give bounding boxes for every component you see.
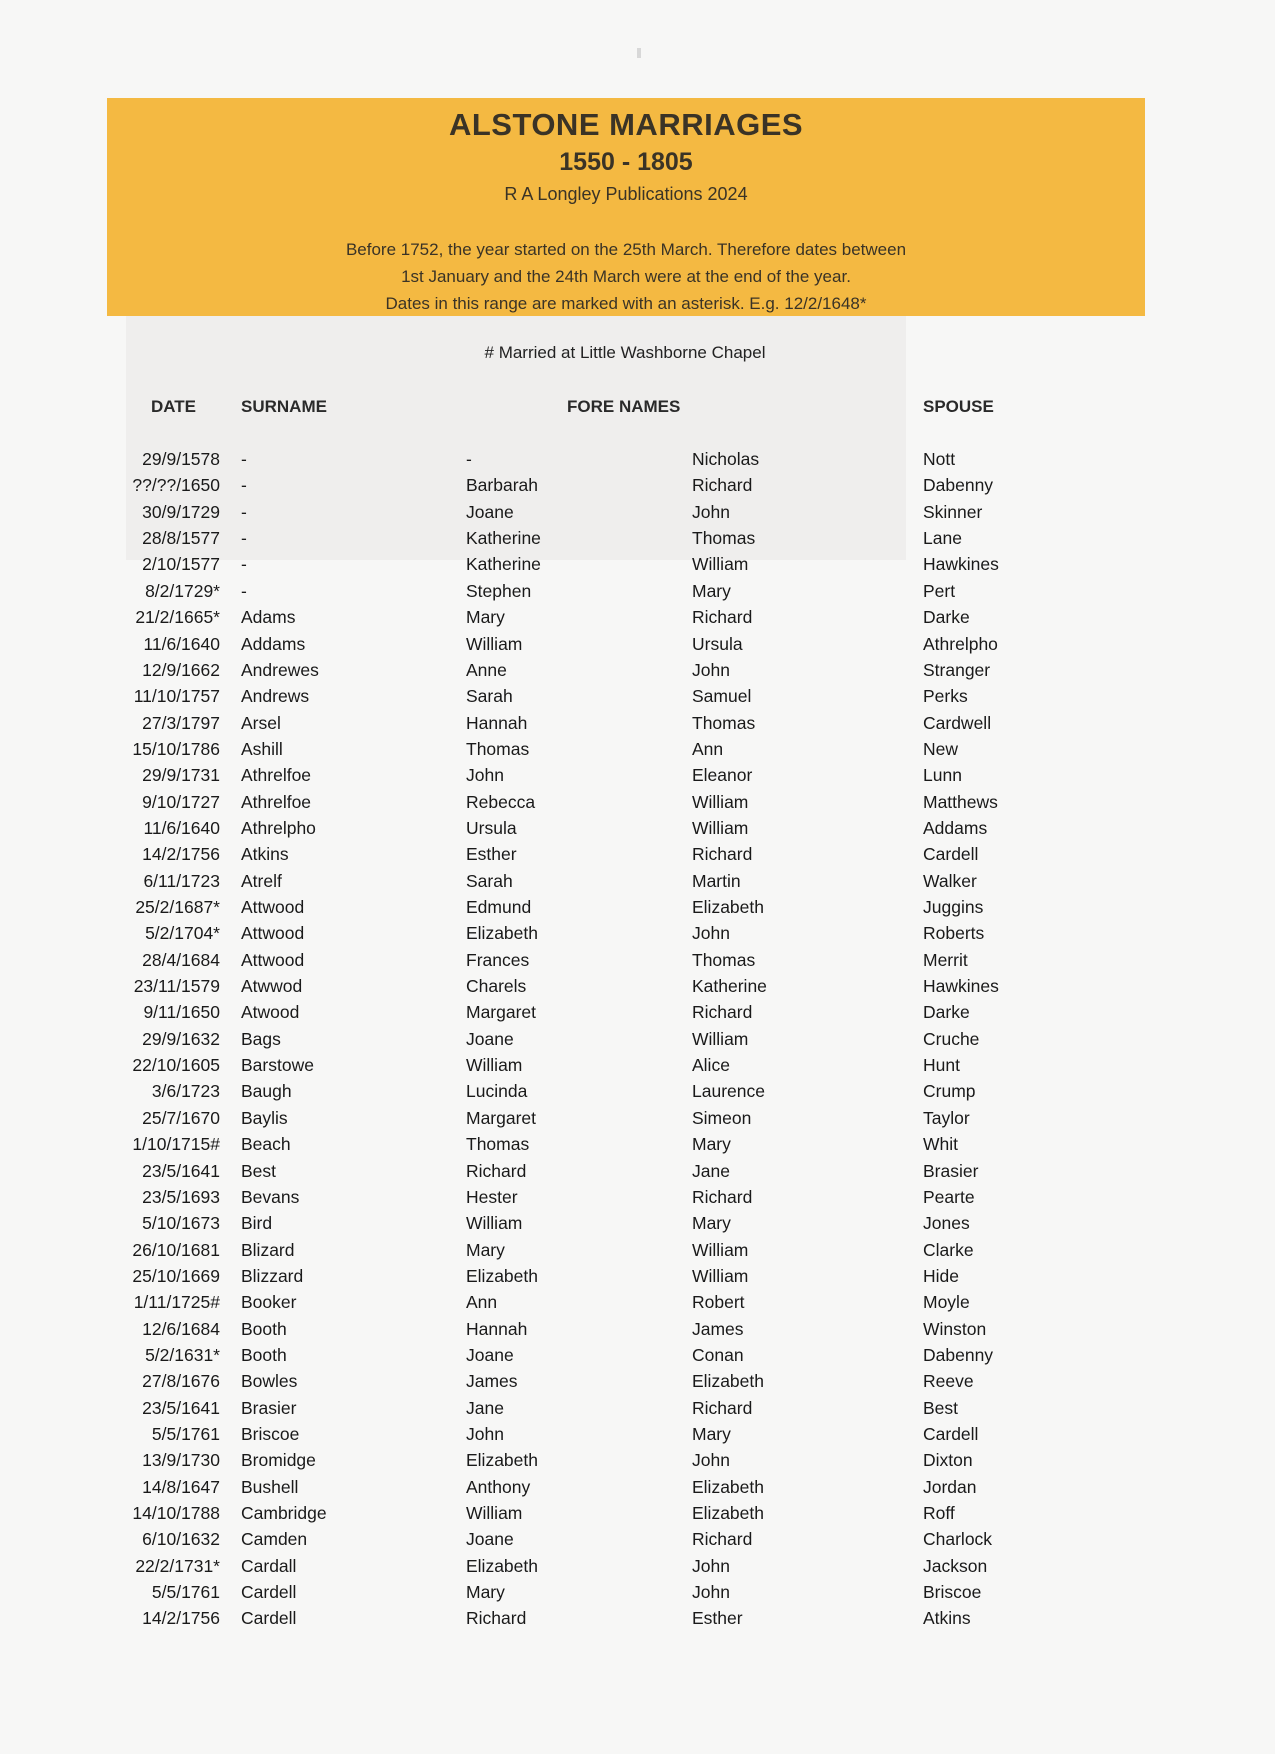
- spouse-surname-cell: Matthews: [923, 791, 998, 812]
- fore-name-cell: William: [466, 633, 523, 654]
- table-row: [0, 1450, 1275, 1476]
- surname-cell: Atkins: [241, 844, 289, 865]
- surname-cell: Athrelpho: [241, 817, 316, 838]
- table-row: [0, 765, 1275, 791]
- spouse-fore-name-cell: Richard: [692, 1529, 753, 1550]
- surname-cell: Bromidge: [241, 1450, 316, 1471]
- date-cell: 11/6/1640: [143, 817, 220, 838]
- spouse-surname-cell: Cardell: [923, 1424, 979, 1444]
- spouse-fore-name-cell: Elizabeth: [692, 897, 764, 917]
- spouse-fore-name-cell: Conan: [692, 1344, 744, 1365]
- surname-cell: Booth: [241, 1344, 287, 1365]
- fore-name-cell: Ann: [466, 1292, 498, 1313]
- fore-name-cell: Margaret: [466, 1107, 537, 1128]
- fore-name-cell: Frances: [466, 949, 530, 970]
- date-cell: 27/3/1797: [142, 712, 220, 733]
- table-row: [0, 554, 1275, 580]
- table-row: [0, 1240, 1275, 1266]
- table-row: [0, 1371, 1275, 1397]
- table-row: [0, 897, 1275, 923]
- date-cell: 25/2/1687*: [135, 897, 220, 917]
- spouse-surname-cell: New: [923, 738, 959, 759]
- surname-cell: Cambridge: [241, 1503, 327, 1523]
- spouse-surname-cell: Best: [923, 1397, 959, 1418]
- date-cell: 28/8/1577: [142, 528, 220, 548]
- date-cell: 14/8/1647: [142, 1476, 220, 1497]
- surname-cell: Camden: [241, 1529, 308, 1550]
- table-row: [0, 713, 1275, 739]
- spouse-surname-cell: Jackson: [923, 1555, 988, 1576]
- date-cell: 11/10/1757: [133, 686, 220, 707]
- spouse-fore-name-cell: Simeon: [692, 1107, 752, 1128]
- surname-cell: -: [241, 449, 247, 469]
- calendar-note-line-2: 1st January and the 24th March were at the end of the year.: [401, 267, 851, 286]
- fore-name-cell: Sarah: [466, 686, 513, 707]
- spouse-surname-cell: Pert: [923, 580, 956, 601]
- date-cell: 22/2/1731*: [135, 1555, 220, 1576]
- spouse-surname-cell: Moyle: [923, 1292, 970, 1313]
- column-header-date: DATE: [151, 397, 197, 416]
- spouse-surname-cell: Juggins: [923, 897, 984, 917]
- fore-name-cell: Charels: [466, 976, 527, 996]
- surname-cell: Athrelfoe: [241, 791, 312, 812]
- date-cell: 1/11/1725#: [133, 1292, 220, 1313]
- surname-cell: Adams: [241, 607, 296, 628]
- spouse-fore-name-cell: Martin: [692, 870, 741, 891]
- date-cell: 23/5/1693: [142, 1186, 220, 1207]
- calendar-note-line-3: Dates in this range are marked with an asterisk. E.g. 12/2/1648*: [385, 294, 867, 313]
- date-cell: 5/5/1761: [151, 1424, 220, 1444]
- fore-name-cell: Stephen: [466, 580, 532, 601]
- table-row: [0, 686, 1275, 712]
- fore-name-cell: Mary: [466, 1582, 505, 1602]
- table-row: [0, 1108, 1275, 1134]
- spouse-fore-name-cell: Richard: [692, 1186, 753, 1207]
- date-cell: 9/11/1650: [143, 1002, 220, 1023]
- fore-name-cell: Thomas: [466, 738, 530, 759]
- fore-name-cell: Katherine: [466, 554, 541, 575]
- fore-name-cell: Edmund: [466, 897, 532, 917]
- surname-cell: Cardell: [241, 1608, 297, 1629]
- table-row: [0, 1345, 1275, 1371]
- fore-name-cell: Richard: [466, 1608, 527, 1629]
- table-row: [0, 739, 1275, 765]
- spouse-surname-cell: Darke: [923, 607, 970, 628]
- date-cell: 9/10/1727: [142, 791, 220, 812]
- table-row: [0, 1187, 1275, 1213]
- surname-cell: Attwood: [241, 897, 305, 917]
- spouse-fore-name-cell: Nicholas: [692, 449, 760, 469]
- fore-name-cell: William: [466, 1503, 523, 1523]
- spouse-fore-name-cell: John: [692, 501, 730, 522]
- spouse-fore-name-cell: Richard: [692, 844, 753, 865]
- spouse-surname-cell: Jones: [923, 1213, 970, 1234]
- spouse-fore-name-cell: Mary: [692, 580, 731, 601]
- surname-cell: -: [241, 580, 247, 601]
- spouse-fore-name-cell: John: [692, 923, 730, 944]
- spouse-fore-name-cell: Mary: [692, 1424, 731, 1444]
- date-cell: 11/6/1640: [143, 633, 220, 654]
- spouse-fore-name-cell: Elizabeth: [692, 1371, 764, 1392]
- surname-cell: Athrelfoe: [241, 765, 312, 786]
- surname-cell: Cardall: [241, 1555, 297, 1576]
- date-cell: 14/2/1756: [142, 844, 220, 865]
- column-header-spouse: SPOUSE: [923, 397, 994, 416]
- spouse-surname-cell: Addams: [923, 817, 988, 838]
- spouse-surname-cell: Brasier: [923, 1160, 979, 1181]
- date-cell: 15/10/1786: [132, 738, 220, 759]
- spouse-surname-cell: Athrelpho: [923, 633, 998, 654]
- date-cell: 5/5/1761: [151, 1582, 220, 1602]
- spouse-surname-cell: Roff: [923, 1503, 955, 1523]
- spouse-fore-name-cell: Ursula: [692, 633, 743, 654]
- table-row: [0, 1161, 1275, 1187]
- fore-name-cell: Hannah: [466, 712, 528, 733]
- spouse-fore-name-cell: Laurence: [692, 1081, 765, 1102]
- fore-name-cell: Barbarah: [466, 475, 538, 496]
- surname-cell: Bushell: [241, 1476, 299, 1497]
- spouse-surname-cell: Reeve: [923, 1371, 974, 1392]
- date-cell: 25/10/1669: [132, 1265, 220, 1286]
- surname-cell: Cardell: [241, 1582, 297, 1602]
- surname-cell: Attwood: [241, 949, 305, 970]
- table-row: [0, 1292, 1275, 1318]
- surname-cell: Briscoe: [241, 1424, 300, 1444]
- fore-name-cell: Elizabeth: [466, 1450, 538, 1471]
- table-row: [0, 634, 1275, 660]
- calendar-note-line-1: Before 1752, the year started on the 25th March. Therefore dates between: [345, 240, 907, 259]
- table-row: [0, 1503, 1275, 1529]
- spouse-fore-name-cell: Esther: [692, 1608, 743, 1629]
- table-row: [0, 1556, 1275, 1582]
- date-cell: ??/??/1650: [132, 475, 220, 496]
- spouse-fore-name-cell: John: [692, 1582, 730, 1602]
- table-row: [0, 1134, 1275, 1160]
- calendar-note: [107, 236, 1145, 317]
- table-row: [0, 871, 1275, 897]
- table-row: [0, 1029, 1275, 1055]
- spouse-fore-name-cell: Thomas: [692, 949, 756, 970]
- surname-cell: Booker: [241, 1292, 297, 1313]
- fore-name-cell: James: [466, 1371, 518, 1392]
- date-cell: 27/8/1676: [142, 1371, 220, 1392]
- date-cell: 14/2/1756: [142, 1608, 220, 1629]
- spouse-surname-cell: Crump: [923, 1081, 976, 1102]
- surname-cell: Best: [241, 1160, 277, 1181]
- surname-cell: Beach: [241, 1134, 291, 1155]
- surname-cell: Booth: [241, 1318, 287, 1339]
- spouse-surname-cell: Pearte: [923, 1186, 975, 1207]
- fore-name-cell: Thomas: [466, 1134, 530, 1155]
- spouse-fore-name-cell: Samuel: [692, 686, 752, 707]
- surname-cell: Ashill: [241, 738, 283, 759]
- spouse-surname-cell: Lunn: [923, 765, 962, 786]
- fore-name-cell: Elizabeth: [466, 923, 538, 944]
- table-row: [0, 660, 1275, 686]
- publisher-line: R A Longley Publications 2024: [504, 184, 748, 204]
- surname-cell: Blizzard: [241, 1265, 304, 1286]
- table-row: [0, 607, 1275, 633]
- fore-name-cell: -: [466, 449, 472, 469]
- table-row: [0, 818, 1275, 844]
- spouse-surname-cell: Clarke: [923, 1239, 974, 1260]
- date-cell: 5/2/1704*: [145, 923, 220, 944]
- table-row: [0, 502, 1275, 528]
- spouse-fore-name-cell: Richard: [692, 1002, 753, 1023]
- fore-name-cell: Joane: [466, 1529, 514, 1550]
- column-header-fore-names: FORE NAMES: [567, 397, 681, 416]
- spouse-surname-cell: Cardell: [923, 844, 979, 865]
- spouse-surname-cell: Darke: [923, 1002, 970, 1023]
- surname-cell: -: [241, 501, 247, 522]
- table-row: [0, 792, 1275, 818]
- spouse-surname-cell: Jordan: [923, 1476, 977, 1497]
- date-cell: 29/9/1578: [142, 449, 220, 469]
- table-row: [0, 1266, 1275, 1292]
- spouse-fore-name-cell: Mary: [692, 1134, 731, 1155]
- fore-name-cell: William: [466, 1213, 523, 1234]
- date-cell: 25/7/1670: [142, 1107, 220, 1128]
- table-row: [0, 1529, 1275, 1555]
- spouse-fore-name-cell: William: [692, 1239, 749, 1260]
- fore-name-cell: Hester: [466, 1186, 518, 1207]
- year-range: 1550 - 1805: [559, 148, 693, 176]
- scan-mark: [637, 48, 641, 58]
- spouse-fore-name-cell: Elizabeth: [692, 1476, 764, 1497]
- spouse-surname-cell: Cruche: [923, 1028, 980, 1049]
- spouse-fore-name-cell: William: [692, 817, 749, 838]
- date-cell: 23/5/1641: [142, 1397, 220, 1418]
- table-row: [0, 1477, 1275, 1503]
- fore-name-cell: Joane: [466, 1028, 514, 1049]
- spouse-surname-cell: Merrit: [923, 949, 968, 970]
- spouse-fore-name-cell: Jane: [692, 1160, 730, 1181]
- surname-cell: -: [241, 554, 247, 575]
- fore-name-cell: John: [466, 765, 504, 786]
- spouse-surname-cell: Walker: [923, 870, 977, 891]
- spouse-surname-cell: Stranger: [923, 659, 991, 680]
- surname-cell: Baugh: [241, 1081, 292, 1102]
- date-cell: 5/10/1673: [142, 1213, 220, 1234]
- date-cell: 8/2/1729*: [145, 580, 220, 601]
- spouse-surname-cell: Skinner: [923, 501, 983, 522]
- table-row: [0, 475, 1275, 501]
- surname-cell: -: [241, 528, 247, 548]
- fore-name-cell: Esther: [466, 844, 517, 865]
- fore-name-cell: Elizabeth: [466, 1265, 538, 1286]
- fore-name-cell: Richard: [466, 1160, 527, 1181]
- surname-cell: Arsel: [241, 712, 281, 733]
- surname-cell: -: [241, 475, 247, 496]
- spouse-surname-cell: Atkins: [923, 1608, 971, 1629]
- spouse-fore-name-cell: Thomas: [692, 528, 756, 548]
- spouse-fore-name-cell: Thomas: [692, 712, 756, 733]
- table-row: [0, 1582, 1275, 1608]
- spouse-surname-cell: Dixton: [923, 1450, 973, 1471]
- date-cell: 2/10/1577: [142, 554, 220, 575]
- title-banner: [107, 98, 1145, 316]
- column-header-surname: SURNAME: [241, 397, 327, 416]
- spouse-surname-cell: Hawkines: [923, 554, 999, 575]
- surname-cell: Atwood: [241, 1002, 300, 1023]
- fore-name-cell: Anne: [466, 659, 507, 680]
- table-row: [0, 581, 1275, 607]
- spouse-surname-cell: Dabenny: [923, 475, 994, 496]
- spouse-surname-cell: Cardwell: [923, 712, 992, 733]
- date-cell: 26/10/1681: [132, 1239, 220, 1260]
- date-cell: 13/9/1730: [142, 1450, 220, 1471]
- spouse-fore-name-cell: Robert: [692, 1292, 745, 1313]
- fore-name-cell: Jane: [466, 1397, 504, 1418]
- fore-name-cell: Hannah: [466, 1318, 528, 1339]
- fore-name-cell: Joane: [466, 501, 514, 522]
- date-cell: 28/4/1684: [142, 949, 220, 970]
- spouse-fore-name-cell: William: [692, 791, 749, 812]
- spouse-surname-cell: Lane: [923, 528, 962, 548]
- table-row: [0, 844, 1275, 870]
- spouse-fore-name-cell: John: [692, 1450, 730, 1471]
- surname-cell: Atwwod: [241, 976, 303, 996]
- surname-cell: Barstowe: [241, 1055, 314, 1076]
- table-row: [0, 1213, 1275, 1239]
- fore-name-cell: Katherine: [466, 528, 541, 548]
- spouse-surname-cell: Hawkines: [923, 976, 999, 996]
- fore-name-cell: Mary: [466, 1239, 505, 1260]
- fore-name-cell: Mary: [466, 607, 505, 628]
- date-cell: 29/9/1731: [142, 765, 220, 786]
- fore-name-cell: Rebecca: [466, 791, 536, 812]
- fore-name-cell: Elizabeth: [466, 1555, 538, 1576]
- date-cell: 6/11/1723: [143, 870, 220, 891]
- date-cell: 22/10/1605: [132, 1055, 220, 1076]
- spouse-surname-cell: Dabenny: [923, 1344, 994, 1365]
- fore-name-cell: Sarah: [466, 870, 513, 891]
- spouse-fore-name-cell: Ann: [692, 738, 724, 759]
- table-row: [0, 923, 1275, 949]
- spouse-fore-name-cell: Elizabeth: [692, 1503, 764, 1523]
- date-cell: 5/2/1631*: [145, 1344, 220, 1365]
- spouse-fore-name-cell: Richard: [692, 1397, 753, 1418]
- surname-cell: Baylis: [241, 1107, 288, 1128]
- spouse-fore-name-cell: William: [692, 1265, 749, 1286]
- fore-name-cell: Margaret: [466, 1002, 537, 1023]
- spouse-fore-name-cell: Richard: [692, 475, 753, 496]
- spouse-surname-cell: Nott: [923, 449, 956, 469]
- surname-cell: Bird: [241, 1213, 273, 1234]
- spouse-surname-cell: Charlock: [923, 1529, 993, 1550]
- surname-cell: Blizard: [241, 1239, 295, 1260]
- table-row: [0, 1398, 1275, 1424]
- table-row: [0, 1608, 1275, 1634]
- table-row: [0, 1319, 1275, 1345]
- date-cell: 23/5/1641: [142, 1160, 220, 1181]
- date-cell: 23/11/1579: [133, 976, 220, 996]
- spouse-fore-name-cell: James: [692, 1318, 744, 1339]
- surname-cell: Attwood: [241, 923, 305, 944]
- spouse-surname-cell: Whit: [923, 1134, 958, 1155]
- table-row: [0, 1424, 1275, 1450]
- spouse-surname-cell: Briscoe: [923, 1582, 982, 1602]
- fore-name-cell: Ursula: [466, 817, 517, 838]
- spouse-fore-name-cell: William: [692, 554, 749, 575]
- date-cell: 12/9/1662: [142, 659, 220, 680]
- fore-name-cell: Anthony: [466, 1476, 531, 1497]
- spouse-fore-name-cell: Mary: [692, 1213, 731, 1234]
- date-cell: 30/9/1729: [142, 501, 220, 522]
- date-cell: 12/6/1684: [142, 1318, 220, 1339]
- table-row: [0, 1002, 1275, 1028]
- surname-cell: Addams: [241, 633, 306, 654]
- date-cell: 1/10/1715#: [132, 1134, 220, 1155]
- date-cell: 29/9/1632: [142, 1028, 220, 1049]
- date-cell: 21/2/1665*: [135, 607, 220, 628]
- table-row: [0, 449, 1275, 475]
- date-cell: 3/6/1723: [151, 1081, 220, 1102]
- spouse-fore-name-cell: William: [692, 1028, 749, 1049]
- fore-name-cell: Joane: [466, 1344, 514, 1365]
- spouse-surname-cell: Roberts: [923, 923, 985, 944]
- spouse-surname-cell: Winston: [923, 1318, 987, 1339]
- spouse-fore-name-cell: Eleanor: [692, 765, 753, 786]
- date-cell: 14/10/1788: [132, 1503, 220, 1523]
- spouse-surname-cell: Taylor: [923, 1107, 970, 1128]
- surname-cell: Andrewes: [241, 659, 319, 680]
- surname-cell: Andrews: [241, 686, 310, 707]
- spouse-surname-cell: Perks: [923, 686, 968, 707]
- surname-cell: Bags: [241, 1028, 281, 1049]
- fore-name-cell: William: [466, 1055, 523, 1076]
- spouse-fore-name-cell: John: [692, 1555, 730, 1576]
- fore-name-cell: John: [466, 1424, 504, 1444]
- table-row: [0, 950, 1275, 976]
- spouse-fore-name-cell: John: [692, 659, 730, 680]
- spouse-fore-name-cell: Katherine: [692, 976, 767, 996]
- spouse-surname-cell: Hide: [923, 1265, 959, 1286]
- table-row: [0, 528, 1275, 554]
- document-title: ALSTONE MARRIAGES: [448, 107, 804, 142]
- surname-cell: Atrelf: [241, 870, 282, 891]
- spouse-surname-cell: Hunt: [923, 1055, 960, 1076]
- chapel-note: # Married at Little Washborne Chapel: [484, 343, 766, 362]
- spouse-fore-name-cell: Richard: [692, 607, 753, 628]
- fore-name-cell: Lucinda: [466, 1081, 528, 1102]
- table-row: [0, 1081, 1275, 1107]
- spouse-fore-name-cell: Alice: [692, 1055, 730, 1076]
- date-cell: 6/10/1632: [142, 1529, 220, 1550]
- surname-cell: Bevans: [241, 1186, 300, 1207]
- table-row: [0, 976, 1275, 1002]
- surname-cell: Brasier: [241, 1397, 297, 1418]
- surname-cell: Bowles: [241, 1371, 298, 1392]
- table-row: [0, 1055, 1275, 1081]
